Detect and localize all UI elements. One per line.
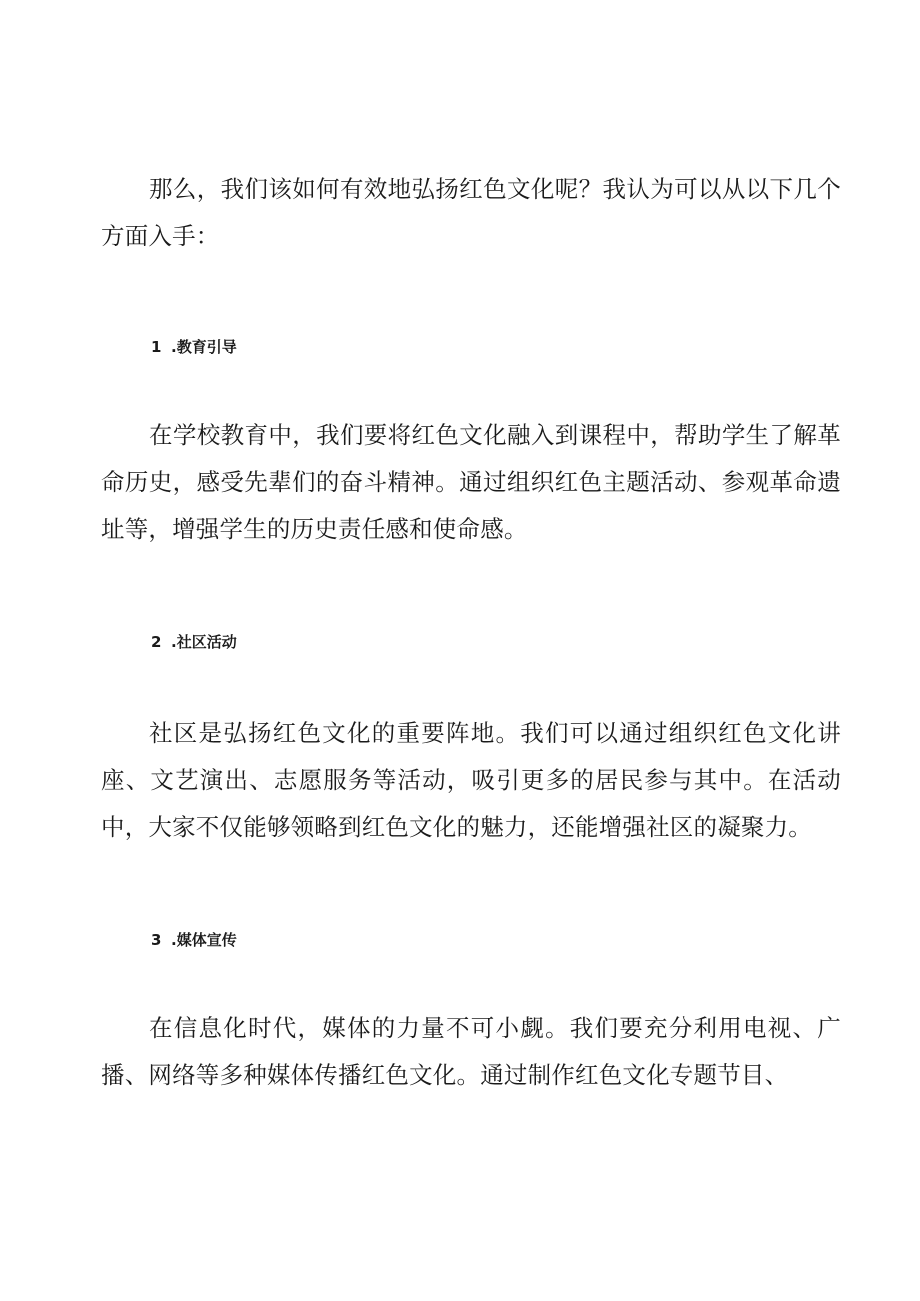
section-number: 3 (151, 931, 162, 949)
section-number: 1 (151, 338, 162, 356)
section-body-media: 在信息化时代，媒体的力量不可小觑。我们要充分利用电视、广播、网络等多种媒体传播红色文化。通过制作红色文化专题节目、 (101, 1014, 841, 1089)
section-title: .教育引导 (171, 338, 237, 356)
section-body-community: 社区是弘扬红色文化的重要阵地。我们可以通过组织红色文化讲座、文艺演出、志愿服务等活动，吸引更多的居民参与其中。在活动中，大家不仅能够领略到红色文化的魅力，还能增强社区的凝聚力。 (101, 719, 841, 841)
intro-paragraph: 那么，我们该如何有效地弘扬红色文化呢？我认为可以从以下几个方面入手： (101, 175, 841, 250)
section-heading-education (151, 337, 237, 357)
section-heading-community (151, 632, 237, 652)
section-title: .社区活动 (171, 633, 237, 651)
section-title: .媒体宣传 (171, 931, 237, 949)
section-body-education: 在学校教育中，我们要将红色文化融入到课程中，帮助学生了解革命历史，感受先辈们的奋斗精神。通过组织红色主题活动、参观革命遗址等，增强学生的历史责任感和使命感。 (101, 421, 841, 543)
section-number: 2 (151, 633, 162, 651)
section-heading-media (151, 930, 237, 950)
